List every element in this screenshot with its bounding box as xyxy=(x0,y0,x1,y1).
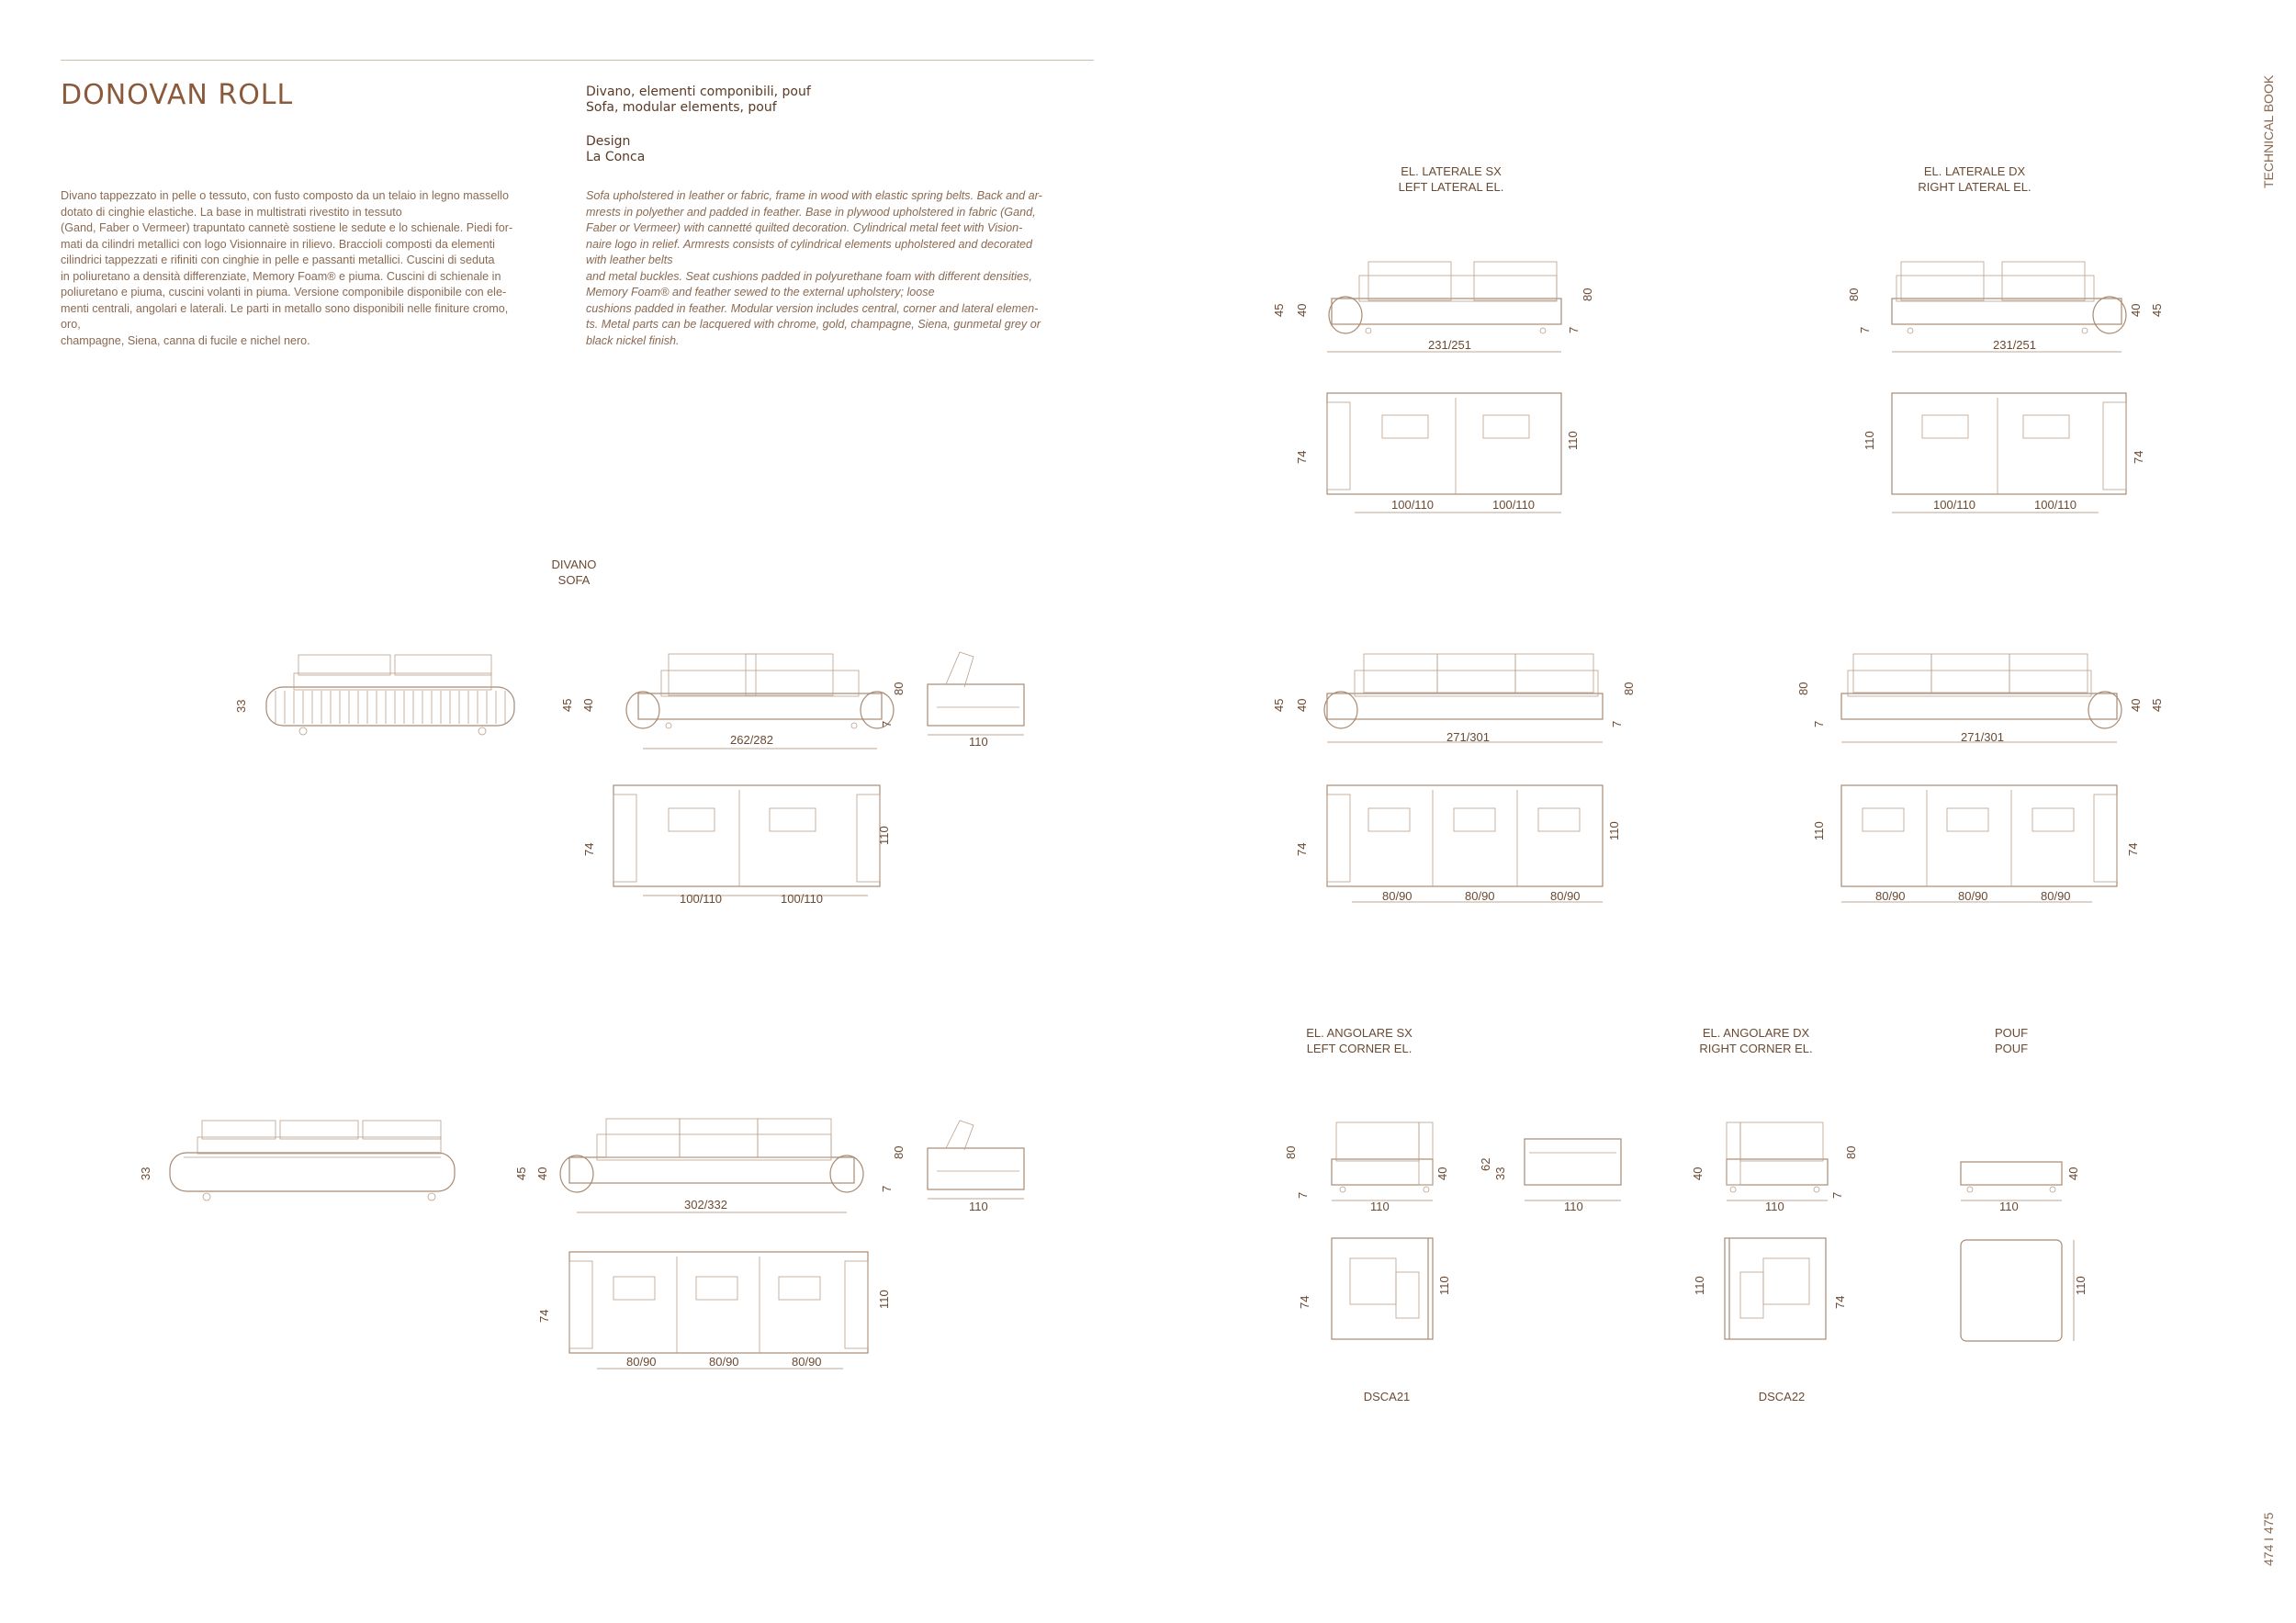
dim-label: 7 xyxy=(1830,1191,1844,1199)
dim-label: 100/110 xyxy=(1933,498,1976,512)
dim-label: 40 xyxy=(1691,1167,1705,1180)
dim-label: 40 xyxy=(1295,698,1309,712)
desc-it-line: cilindrici tappezzati e rifiniti con cinghie in pelle e passanti metallici. Cuscini di seduta xyxy=(61,254,495,266)
dim-label: 74 xyxy=(1295,450,1309,464)
label-right-lateral-en: RIGHT LATERAL EL. xyxy=(1918,180,2032,194)
dim-label: 231/251 xyxy=(1993,338,2036,352)
dim-label: 80 xyxy=(1796,682,1810,695)
dim-label: 45 xyxy=(2150,698,2164,712)
dim-label: 74 xyxy=(2126,842,2140,856)
desc-en-line: with leather belts xyxy=(586,254,673,266)
module-271-left-top-view xyxy=(1295,785,1621,903)
desc-it-line: menti centrali, angolari e laterali. Le parti in metallo sono disponibili nelle finiture cromo, xyxy=(61,301,509,315)
dim-label: 80/90 xyxy=(1465,889,1495,903)
dim-label: 80/90 xyxy=(792,1355,822,1369)
dim-label: 110 xyxy=(1863,431,1876,450)
dim-label: 80 xyxy=(1844,1145,1858,1159)
dim-label: 110 xyxy=(969,735,988,749)
dim-label: 80 xyxy=(892,682,906,695)
desc-it-line: Divano tappezzato in pelle o tessuto, con fusto composto da un telaio in legno massello xyxy=(61,189,509,202)
dim-label: 33 xyxy=(1493,1167,1507,1180)
product-title: DONOVAN ROLL xyxy=(61,79,294,111)
desc-en-line: Faber or Vermeer) with cannetté quilted decoration. Cylindrical metal feet with Vision- xyxy=(586,221,1023,234)
dim-label: 110 xyxy=(969,1200,988,1213)
sofa-302-side-view xyxy=(928,1121,1024,1213)
dim-label: 100/110 xyxy=(2034,498,2077,512)
desc-en-line: Sofa upholstered in leather or fabric, frame in wood with elastic spring belts. Back and ar- xyxy=(586,189,1042,202)
desc-en-line: mrests in polyether and padded in feather. Base in plywood upholstered in fabric (Gand, xyxy=(586,205,1036,219)
dim-label: 110 xyxy=(1693,1276,1706,1295)
right-lateral-front-view xyxy=(1847,262,2164,352)
dim-label: 7 xyxy=(1296,1191,1310,1199)
desc-en-line: Memory Foam® and feather sewed to the external upholstery; loose xyxy=(586,286,935,299)
label-left-corner-en: LEFT CORNER EL. xyxy=(1306,1042,1412,1055)
left-corner-side-view xyxy=(1479,1139,1621,1213)
sofa-302-back-view xyxy=(139,1121,455,1200)
dim-label: 80 xyxy=(1622,682,1636,695)
dim-label: 100/110 xyxy=(680,892,723,906)
sofa-262-back-view xyxy=(234,655,514,735)
dim-label: 80 xyxy=(1284,1145,1298,1159)
dim-label: 110 xyxy=(1607,821,1621,840)
sofa-302-front-view xyxy=(514,1119,906,1212)
dim-label: 40 xyxy=(1435,1167,1449,1180)
desc-it-line: oro, xyxy=(61,318,81,331)
label-sofa-it: DIVANO xyxy=(551,558,597,571)
dim-label: 100/110 xyxy=(1492,498,1536,512)
dim-label: 80/90 xyxy=(2041,889,2071,903)
sofa-262-front-view xyxy=(560,654,906,749)
dim-label: 100/110 xyxy=(781,892,824,906)
page-numbers: 474 I 475 xyxy=(2261,1512,2276,1566)
module-271-right-front-view xyxy=(1796,654,2164,744)
dim-label: 7 xyxy=(880,1185,894,1192)
dim-label: 74 xyxy=(1298,1295,1311,1309)
label-right-corner-it: EL. ANGOLARE DX xyxy=(1702,1026,1810,1040)
dim-label: 45 xyxy=(560,698,574,712)
dim-label: 110 xyxy=(1812,821,1826,840)
dim-label: 80 xyxy=(1581,287,1594,301)
designer-name: La Conca xyxy=(586,150,646,164)
code-right-corner: DSCA22 xyxy=(1758,1390,1806,1403)
pouf-front-view xyxy=(1961,1162,2080,1213)
label-right-corner-en: RIGHT CORNER EL. xyxy=(1699,1042,1813,1055)
label-pouf-en: POUF xyxy=(1994,1042,2029,1055)
dim-label: 110 xyxy=(2074,1276,2088,1295)
design-label: Design xyxy=(586,134,631,149)
pouf-top-view xyxy=(1961,1240,2088,1341)
dim-label: 74 xyxy=(582,842,596,856)
dim-label: 45 xyxy=(1272,303,1286,317)
dim-label: 80/90 xyxy=(1382,889,1412,903)
desc-en-line: naire logo in relief. Armrests consists of cylindrical elements upholstered and decorated xyxy=(586,237,1033,251)
dim-label: 80/90 xyxy=(1958,889,1988,903)
right-corner-top-view xyxy=(1693,1238,1847,1339)
dim-label: 80/90 xyxy=(1875,889,1906,903)
dim-label: 74 xyxy=(1295,842,1309,856)
dim-label: 110 xyxy=(877,826,891,845)
dim-label: 7 xyxy=(1858,326,1872,333)
dim-label: 7 xyxy=(880,720,894,727)
dim-label: 33 xyxy=(139,1167,152,1180)
desc-en-line: cushions padded in feather. Modular version includes central, corner and lateral elemen- xyxy=(586,301,1039,315)
dim-label: 7 xyxy=(1610,720,1624,727)
left-corner-top-view xyxy=(1298,1238,1451,1339)
dim-label: 110 xyxy=(1765,1200,1784,1213)
dim-label: 40 xyxy=(2129,303,2143,317)
right-lateral-top-view xyxy=(1863,393,2145,513)
dim-label: 74 xyxy=(1833,1295,1847,1309)
dim-label: 110 xyxy=(877,1290,891,1309)
technical-book-label: TECHNICAL BOOK xyxy=(2261,74,2276,188)
dim-label: 45 xyxy=(2150,303,2164,317)
dim-label: 100/110 xyxy=(1391,498,1435,512)
dim-label: 271/301 xyxy=(1446,730,1490,744)
sofa-262-side-view xyxy=(928,652,1024,749)
dim-label: 262/282 xyxy=(730,733,773,747)
dim-label: 7 xyxy=(1812,720,1826,727)
dim-label: 74 xyxy=(2132,450,2145,464)
dim-label: 40 xyxy=(535,1167,549,1180)
desc-it-line: dotato di cinghie elastiche. La base in multistrati rivestito in tessuto xyxy=(61,205,402,219)
desc-it-line: champagne, Siena, canna di fucile e nichel nero. xyxy=(61,333,310,347)
right-corner-front-view xyxy=(1691,1122,1858,1213)
dim-label: 110 xyxy=(1999,1200,2019,1213)
desc-en-line: ts. Metal parts can be lacquered with chrome, gold, champagne, Siena, gunmetal grey or xyxy=(586,318,1041,331)
dim-label: 74 xyxy=(537,1309,551,1323)
left-lateral-front-view xyxy=(1272,262,1594,352)
left-lateral-top-view xyxy=(1295,393,1580,513)
dim-label: 80 xyxy=(892,1145,906,1159)
label-right-lateral-it: EL. LATERALE DX xyxy=(1923,164,2026,178)
left-corner-front-view xyxy=(1284,1122,1449,1213)
code-left-corner: DSCA21 xyxy=(1363,1390,1411,1403)
dim-label: 302/332 xyxy=(684,1198,727,1212)
dim-label: 231/251 xyxy=(1428,338,1471,352)
desc-it-line: (Gand, Faber o Vermeer) trapuntato cannetè sostiene le sedute e lo schienale. Piedi for- xyxy=(61,221,513,234)
module-271-right-top-view xyxy=(1812,785,2140,903)
dim-label: 110 xyxy=(1566,431,1580,450)
dim-label: 80/90 xyxy=(709,1355,739,1369)
label-left-corner-it: EL. ANGOLARE SX xyxy=(1306,1026,1412,1040)
sofa-262-top-view xyxy=(582,785,891,906)
dim-label: 40 xyxy=(2129,698,2143,712)
dim-label: 110 xyxy=(1370,1200,1390,1213)
desc-it-line: in poliuretano a densità differenziate, Memory Foam® e piuma. Cuscini di schienale in xyxy=(61,269,501,283)
label-left-lateral-it: EL. LATERALE SX xyxy=(1401,164,1502,178)
desc-en-line: black nickel finish. xyxy=(586,333,680,347)
dim-label: 62 xyxy=(1479,1157,1492,1171)
dim-label: 80/90 xyxy=(626,1355,657,1369)
dim-label: 110 xyxy=(1437,1276,1451,1295)
desc-it-line: mati da cilindri metallici con logo Visionnaire in rilievo. Braccioli composti da elementi xyxy=(61,237,495,251)
label-left-lateral-en: LEFT LATERAL EL. xyxy=(1398,180,1504,194)
sofa-302-top-view xyxy=(537,1252,891,1369)
module-271-left-front-view xyxy=(1272,654,1636,744)
dim-label: 40 xyxy=(2066,1167,2080,1180)
dim-label: 40 xyxy=(581,698,595,712)
desc-en-line: and metal buckles. Seat cushions padded in polyurethane foam with different densities, xyxy=(586,269,1032,283)
label-pouf-it: POUF xyxy=(1994,1026,2029,1040)
dim-label: 7 xyxy=(1567,326,1581,333)
subtitle-it: Divano, elementi componibili, pouf xyxy=(586,85,811,99)
label-sofa-en: SOFA xyxy=(557,573,591,587)
dim-label: 45 xyxy=(1272,698,1286,712)
dim-label: 80 xyxy=(1847,287,1861,301)
dim-label: 33 xyxy=(234,699,248,713)
dim-label: 271/301 xyxy=(1961,730,2004,744)
dim-label: 40 xyxy=(1295,303,1309,317)
dim-label: 45 xyxy=(514,1167,528,1180)
dim-label: 80/90 xyxy=(1550,889,1581,903)
desc-it-line: poliuretano e piuma, cuscini volanti in piuma. Versione componibile disponibile con ele- xyxy=(61,286,507,299)
dim-label: 110 xyxy=(1564,1200,1583,1213)
subtitle-en: Sofa, modular elements, pouf xyxy=(586,100,777,115)
